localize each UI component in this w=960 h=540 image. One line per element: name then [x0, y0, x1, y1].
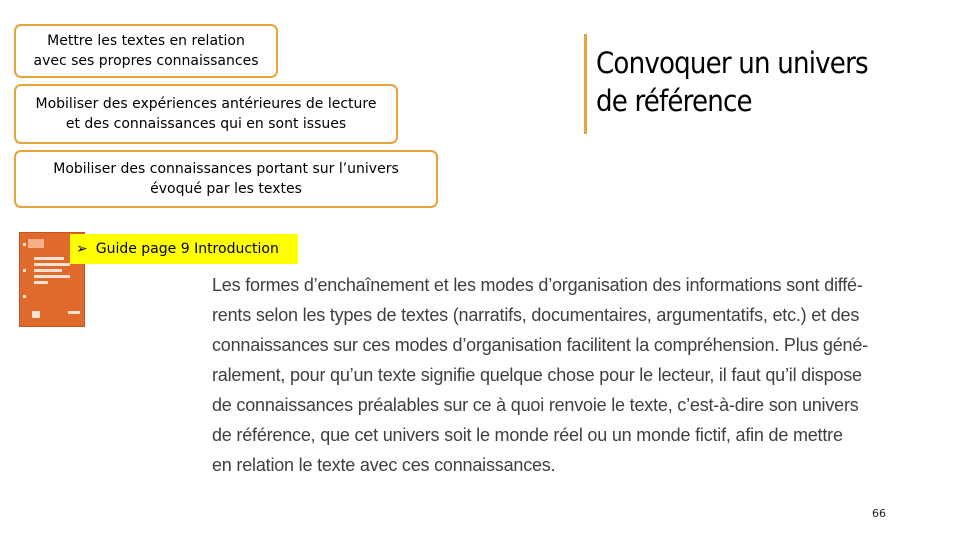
paragraph-line: ralement, pour qu’un texte signifie quelque chose pour le lecteur, il faut qu’il dispose: [212, 365, 862, 385]
cover-text-line: [34, 275, 70, 278]
guide-reference-text: Guide page 9 Introduction: [95, 241, 279, 257]
arrow-bullet-icon: ➢: [76, 241, 88, 257]
bullet-mark: [23, 269, 26, 272]
cover-text-line: [34, 269, 62, 272]
bullet-mark: [23, 243, 26, 246]
relation-box: [14, 24, 278, 78]
paragraph-line: rents selon les types de textes (narratifs, documentaires, argumentatifs, etc.) et des: [212, 305, 860, 325]
page-number: 66: [872, 507, 886, 520]
cover-text-line: [34, 263, 70, 266]
cover-footer-mark: [68, 311, 80, 314]
paragraph-line: de référence, que cet univers soit le monde réel ou un monde fictif, afin de mettre: [212, 425, 843, 445]
box-line: Mobiliser des expériences antérieures de lecture: [35, 96, 377, 112]
title-accent-bar: [584, 34, 587, 134]
paragraph-line: de connaissances préalables sur ce à quoi renvoie le texte, c’est-à-dire son univers: [212, 395, 859, 415]
box-line: et des connaissances qui en sont issues: [65, 116, 347, 132]
experiences-box: [14, 84, 398, 144]
title-line: de référence: [596, 84, 752, 118]
guide-reference-label: [70, 234, 298, 264]
paragraph-line: en relation le texte avec ces connaissances.: [212, 455, 556, 475]
paragraph-line: connaissances sur ces modes d’organisation facilitent la compréhension. Plus géné-: [212, 335, 868, 355]
paragraph-line: Les formes d’enchaînement et les modes d’organisation des informations sont diffé-: [212, 275, 863, 295]
cover-square-mark: [32, 311, 40, 318]
bullet-mark: [23, 295, 26, 298]
cover-text-line: [34, 281, 48, 284]
title-line: Convoquer un univers: [596, 46, 868, 80]
publisher-logo-mark: [28, 239, 44, 248]
cover-text-line: [34, 257, 64, 260]
excerpt-paragraph: [212, 270, 942, 480]
slide-title: [596, 44, 868, 120]
box-line: Mettre les textes en relation: [47, 33, 245, 49]
box-line: Mobiliser des connaissances portant sur l’univers: [53, 161, 399, 177]
box-line: avec ses propres connaissances: [33, 53, 259, 69]
knowledge-box: [14, 150, 438, 208]
box-line: évoqué par les textes: [150, 181, 302, 197]
